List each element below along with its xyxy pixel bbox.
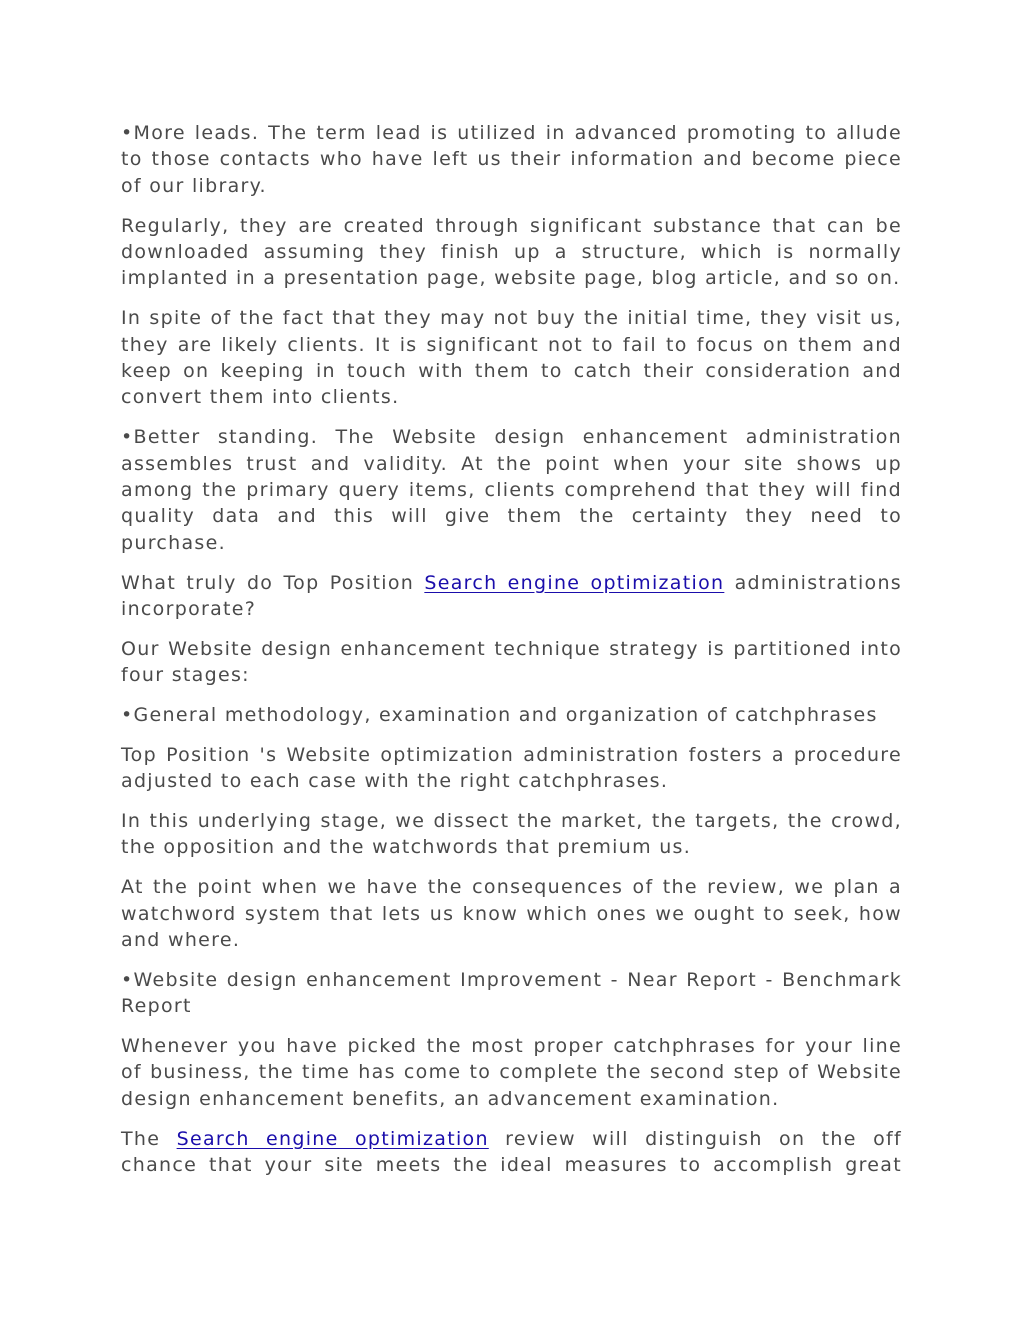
paragraph-improvement-report: •Website design enhancement Improvement - Near Report - Benchmark Report [121,968,902,1018]
paragraph-text-before-link: The [121,1127,177,1150]
document-body [121,120,902,1192]
seo-link[interactable]: Search engine optimization [176,1127,489,1150]
paragraph-better-standing: •Better standing. The Website design enhancement administration assembles trust and validity. At the point when your site shows up among the primary query items, clients comprehend that they will find quality data and this will give them the certainty they need to purchase. [121,426,902,554]
paragraph-text-after-link: review will distinguish on the off chance that your site meets the ideal measures to accomplish great [121,1127,902,1177]
paragraph-text-after-link: administrations incorporate? [121,571,903,621]
paragraph-seo-review [121,1126,902,1179]
paragraph-likely-clients: In spite of the fact that they may not buy the initial time, they visit us, they are likely clients. It is significant not to fail to focus on them and keep on keeping in touch with them to catch their consideration and convert them into clients. [121,307,902,409]
paragraph-second-step: Whenever you have picked the most proper catchphrases for your line of business, the time has come to complete the second step of Website design enhancement benefits, an advancement examination. [121,1035,902,1110]
paragraph-underlying-stage: In this underlying stage, we dissect the market, the targets, the crowd, the opposition and the watchwords that premium us. [121,810,902,859]
paragraph-four-stages: Our Website design enhancement technique strategy is partitioned into four stages: [121,637,902,687]
paragraph-watchword-system: At the point when we have the consequences of the review, we plan a watchword system that lets us know which ones we ought to seek, how and where. [121,876,902,952]
paragraph-procedure: Top Position 's Website optimization administration fosters a procedure adjusted to each case with the right catchphrases. [121,743,902,793]
paragraph-leads-creation: Regularly, they are created through significant substance that can be downloaded assuming they finish up a structure, which is normally implanted in a presentation page, website page, blog article, and so on. [121,214,902,290]
paragraph-general-methodology: •General methodology, examination and organization of catchphrases [121,704,878,727]
paragraph-more-leads: •More leads. The term lead is utilized in advanced promoting to allude to those contacts who have left us their information and become piece of our library. [121,122,902,197]
seo-link[interactable]: Search engine optimization [424,571,725,594]
paragraph-services-question [121,570,902,623]
paragraph-text-before-link: What truly do Top Position [121,571,425,594]
